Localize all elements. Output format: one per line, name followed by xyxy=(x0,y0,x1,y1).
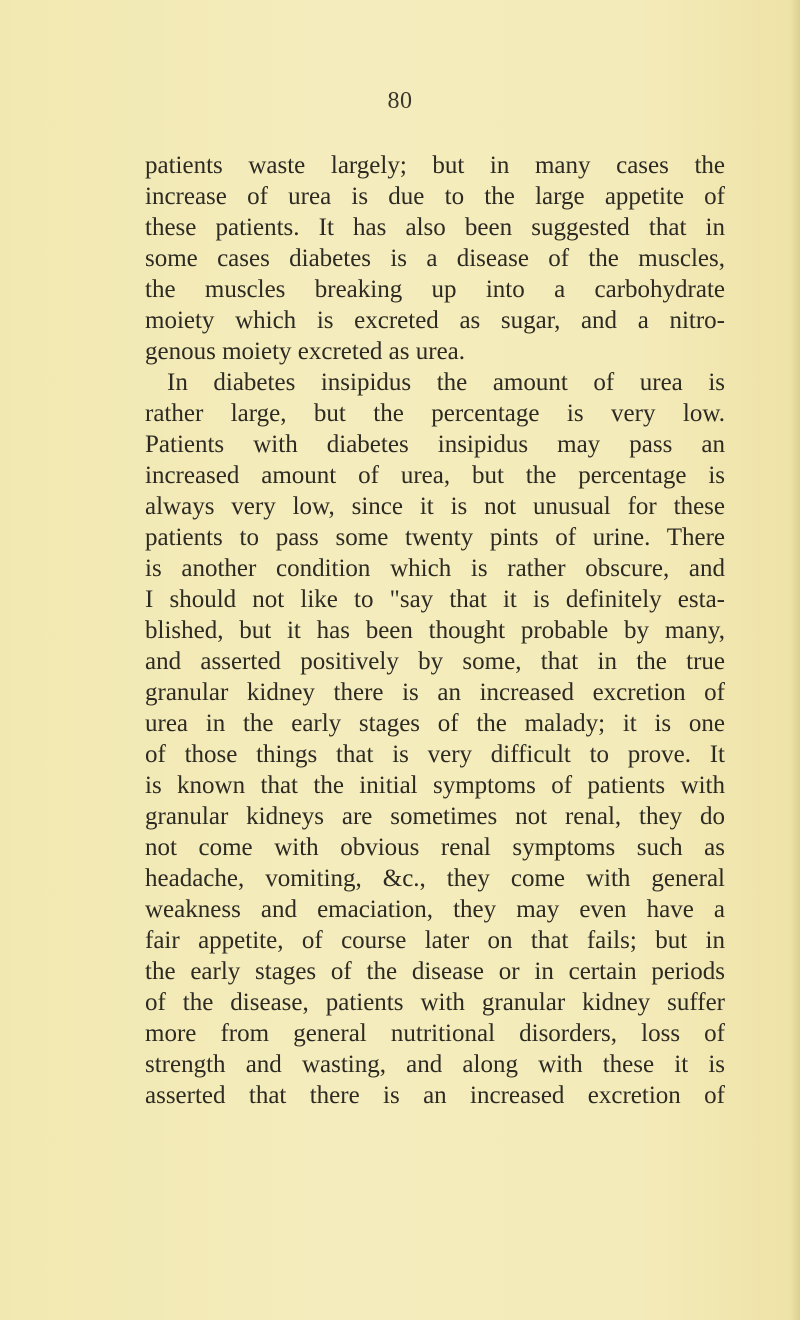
text-line: Patients with diabetes insipidus may pass an xyxy=(145,431,725,458)
text-line: these patients. It has also been suggested that in xyxy=(145,214,725,241)
text-line: asserted that there is an increased excretion of xyxy=(145,1082,725,1109)
text-line: increased amount of urea, but the percentage is xyxy=(145,462,725,489)
body-text xyxy=(145,150,725,1111)
text-line: more from general nutritional disorders, loss of xyxy=(145,1020,725,1047)
text-line: increase of urea is due to the large appetite of xyxy=(145,183,725,210)
text-line: moiety which is excreted as sugar, and a nitro- xyxy=(145,307,725,334)
text-line: headache, vomiting, &c., they come with general xyxy=(145,865,725,892)
text-line: I should not like to "say that it is definitely esta- xyxy=(145,586,725,613)
text-line: of those things that is very difficult to prove. It xyxy=(145,741,725,768)
text-line: the early stages of the disease or in certain periods xyxy=(145,958,725,985)
text-line: the muscles breaking up into a carbohydrate xyxy=(145,276,725,303)
page-edge-shadow xyxy=(790,0,800,1320)
text-line: rather large, but the percentage is very low. xyxy=(145,400,725,427)
text-line: weakness and emaciation, they may even have a xyxy=(145,896,725,923)
text-line: granular kidneys are sometimes not renal, they do xyxy=(145,803,725,830)
paragraph-start-line: In diabetes insipidus the amount of urea is xyxy=(167,369,725,396)
text-line: granular kidney there is an increased excretion of xyxy=(145,679,725,706)
text-line: not come with obvious renal symptoms such as xyxy=(145,834,725,861)
text-line: urea in the early stages of the malady; it is one xyxy=(145,710,725,737)
text-line: blished, but it has been thought probable by many, xyxy=(145,617,725,644)
text-line: and asserted positively by some, that in the true xyxy=(145,648,725,675)
page-number: 80 xyxy=(387,88,413,114)
text-line: genous moiety excreted as urea. xyxy=(145,338,466,365)
text-line: is another condition which is rather obscure, and xyxy=(145,555,725,582)
text-line: patients waste largely; but in many cases the xyxy=(145,152,725,179)
text-line: patients to pass some twenty pints of urine. There xyxy=(145,524,725,551)
text-line: is known that the initial symptoms of patients with xyxy=(145,772,725,799)
text-line: fair appetite, of course later on that fails; but in xyxy=(145,927,725,954)
text-line: always very low, since it is not unusual for these xyxy=(145,493,725,520)
text-line: strength and wasting, and along with these it is xyxy=(145,1051,725,1078)
text-line: of the disease, patients with granular kidney suffer xyxy=(145,989,725,1016)
text-line: some cases diabetes is a disease of the muscles, xyxy=(145,245,725,272)
